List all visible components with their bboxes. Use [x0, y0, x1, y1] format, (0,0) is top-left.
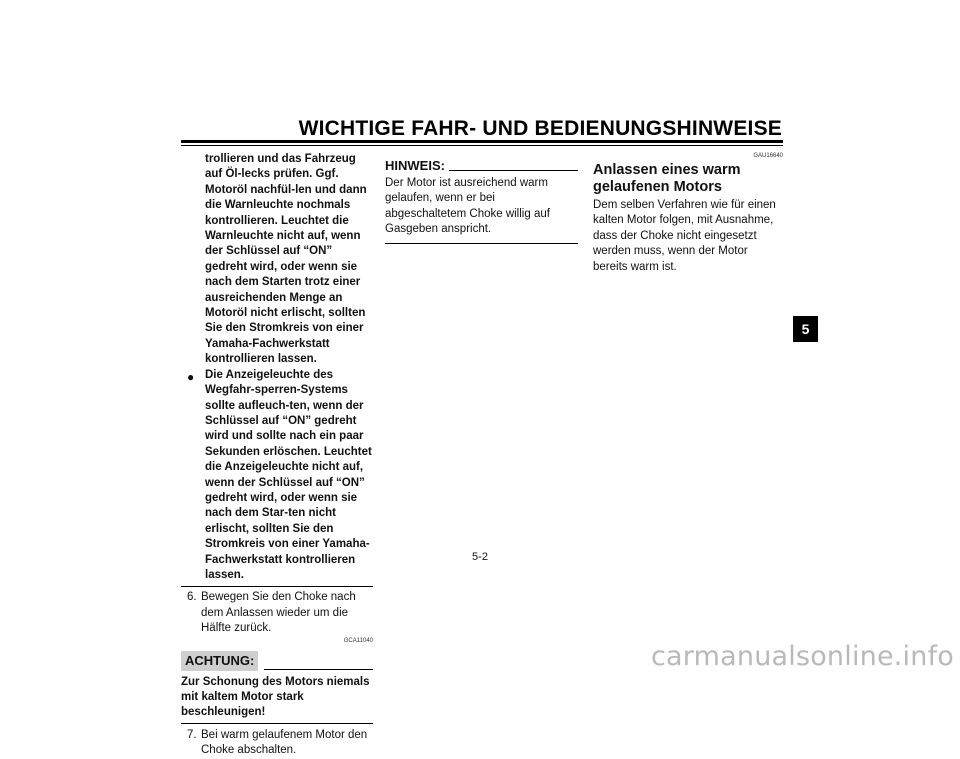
watermark: carmanualsonline.info [651, 641, 954, 672]
page-number: 5-2 [472, 551, 488, 563]
achtung-code: GCA11040 [343, 637, 373, 644]
step-text: Bewegen Sie den Choke nach dem Anlassen wieder um die Hälfte zurück. [201, 591, 356, 635]
achtung-heading [181, 651, 373, 671]
hinweis-heading-rule [449, 170, 578, 171]
section-code: GAU16640 [753, 153, 783, 159]
step-text: Bei warm gelaufenem Motor den Choke abschalten. [201, 728, 368, 757]
achtung-text: Zur Schonung des Motors niemals mit kaltem Motor stark beschleunigen! [181, 675, 370, 719]
warning-end-rule [181, 586, 373, 587]
hinweis-end-rule [385, 243, 578, 244]
achtung-heading-rule [264, 669, 373, 670]
hinweis-label: HINWEIS: [385, 158, 445, 173]
page-header-title: WICHTIGE FAHR- UND BEDIENUNGSHINWEISE [298, 117, 782, 140]
step-number: 7. [187, 728, 197, 741]
chapter-tab: 5 [793, 316, 818, 342]
step-6 [181, 590, 373, 636]
step-7 [181, 728, 373, 759]
left-column [181, 152, 373, 759]
middle-column [385, 152, 578, 244]
achtung-label: ACHTUNG: [181, 651, 258, 671]
section-heading: Anlassen eines warm gelaufenen Motors [593, 162, 741, 195]
warning-continued-text: trollieren und das Fahrzeug auf Öl-lecks prüfen. Ggf. Motoröl nachfül-len und dann die Warnleuchte nochmals kontrollieren. Leuchtet die Warnleuchte nicht auf, wenn der Schlüssel auf “ON” gedreht wird, oder wenn sie nach dem Starten trotz einer ausreichenden Menge an Motoröl nicht erlischt, sollten Sie den Stromkreis von einer Yamaha-Fachwerkstatt kontrollieren lassen. [205, 153, 367, 366]
step-number: 6. [187, 591, 197, 604]
section-text: Dem selben Verfahren wie für einen kalten Motor folgen, mit Ausnahme, dass der Choke nicht eingesetzt werden muss, wenn der Motor bereits warm ist. [593, 199, 776, 273]
header-rule-thin [181, 145, 783, 146]
achtung-end-rule [181, 723, 373, 724]
bullet-dot-icon: ● [187, 369, 195, 384]
hinweis-heading [385, 158, 578, 174]
bullet-text: Die Anzeigeleuchte des Wegfahr-sperren-Systems sollte aufleuch-ten, wenn der Schlüssel auf “ON” gedreht wird und sollte nach ein paar Sekunden erlöschen. Leuchtet die Anzeigeleuchte nicht auf, wenn der Schlüssel auf “ON” gedreht wird, oder wenn sie nach dem Star-ten nicht erlischt, sollten Sie den Stromkreis von einer Yamaha-Fachwerkstatt kontrollieren lassen. [205, 368, 372, 581]
hinweis-text: Der Motor ist ausreichend warm gelaufen, wenn er bei abgeschaltetem Choke willig auf Gasgeben anspricht. [385, 177, 550, 236]
header-rule [181, 140, 783, 143]
right-column [593, 152, 783, 275]
